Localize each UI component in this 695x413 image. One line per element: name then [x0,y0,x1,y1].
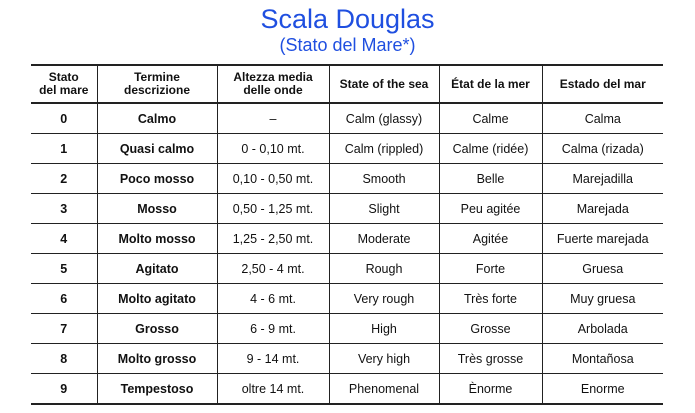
cell-estado-del-mar: Montañosa [542,344,663,374]
table-row [31,314,663,344]
cell-altezza: oltre 14 mt. [217,374,329,405]
cell-estado-del-mar: Fuerte marejada [542,224,663,254]
cell-termine: Quasi calmo [97,134,217,164]
cell-etat-de-la-mer: Agitée [439,224,542,254]
table-row [31,103,663,134]
cell-etat-de-la-mer: Peu agitée [439,194,542,224]
cell-stato: 0 [31,103,97,134]
cell-estado-del-mar: Gruesa [542,254,663,284]
header-line: delle onde [243,83,303,97]
cell-termine: Poco mosso [97,164,217,194]
cell-termine: Agitato [97,254,217,284]
cell-estado-del-mar: Calma (rizada) [542,134,663,164]
page-subtitle: (Stato del Mare*) [279,35,416,55]
cell-etat-de-la-mer: Forte [439,254,542,284]
cell-estado-del-mar: Marejada [542,194,663,224]
cell-state-of-the-sea: Smooth [329,164,439,194]
header-state-of-the-sea [329,65,439,103]
cell-termine: Molto mosso [97,224,217,254]
header-stato-del-mare [31,65,97,103]
cell-termine: Mosso [97,194,217,224]
table-row [31,254,663,284]
header-line: Estado del mar [559,76,646,91]
cell-state-of-the-sea: Very high [329,344,439,374]
cell-termine: Tempestoso [97,374,217,405]
cell-stato: 4 [31,224,97,254]
header-line: State of the sea [339,76,429,91]
cell-stato: 7 [31,314,97,344]
table-row [31,134,663,164]
cell-state-of-the-sea: Moderate [329,224,439,254]
cell-stato: 8 [31,344,97,374]
cell-altezza: 9 - 14 mt. [217,344,329,374]
cell-termine: Molto grosso [97,344,217,374]
cell-stato: 5 [31,254,97,284]
cell-termine: Grosso [97,314,217,344]
cell-etat-de-la-mer: Calme [439,103,542,134]
cell-stato: 6 [31,284,97,314]
cell-etat-de-la-mer: Très forte [439,284,542,314]
cell-altezza: 0 - 0,10 mt. [217,134,329,164]
table-row [31,164,663,194]
cell-stato: 1 [31,134,97,164]
cell-state-of-the-sea: Slight [329,194,439,224]
header-line: descrizione [123,83,191,97]
cell-estado-del-mar: Muy gruesa [542,284,663,314]
cell-state-of-the-sea: Rough [329,254,439,284]
cell-altezza: 4 - 6 mt. [217,284,329,314]
cell-termine: Calmo [97,103,217,134]
header-estado-del-mar [542,65,663,103]
cell-termine: Molto agitato [97,284,217,314]
cell-estado-del-mar: Marejadilla [542,164,663,194]
cell-state-of-the-sea: High [329,314,439,344]
header-line: Altezza media [233,70,313,84]
cell-etat-de-la-mer: Ènorme [439,374,542,405]
cell-altezza: 6 - 9 mt. [217,314,329,344]
cell-altezza: 0,50 - 1,25 mt. [217,194,329,224]
header-line: Termine [134,70,180,84]
header-etat-de-la-mer [439,65,542,103]
cell-state-of-the-sea: Calm (rippled) [329,134,439,164]
header-altezza-media [217,65,329,103]
table-row [31,344,663,374]
cell-state-of-the-sea: Calm (glassy) [329,103,439,134]
header-line: État de la mer [451,76,530,91]
cell-state-of-the-sea: Very rough [329,284,439,314]
cell-etat-de-la-mer: Très grosse [439,344,542,374]
cell-stato: 3 [31,194,97,224]
cell-altezza: 2,50 - 4 mt. [217,254,329,284]
header-line: del mare [39,83,89,97]
douglas-scale-table [31,64,663,405]
page-title: Scala Douglas [260,4,435,34]
cell-stato: 9 [31,374,97,405]
cell-altezza: 0,10 - 0,50 mt. [217,164,329,194]
cell-estado-del-mar: Enorme [542,374,663,405]
table-row [31,284,663,314]
cell-altezza: – [217,103,329,134]
table-row [31,224,663,254]
table-body [31,103,663,404]
cell-etat-de-la-mer: Grosse [439,314,542,344]
table-row [31,194,663,224]
cell-altezza: 1,25 - 2,50 mt. [217,224,329,254]
cell-estado-del-mar: Calma [542,103,663,134]
header-termine-descrizione [97,65,217,103]
table-row [31,374,663,405]
cell-stato: 2 [31,164,97,194]
cell-etat-de-la-mer: Calme (ridée) [439,134,542,164]
header-line: Stato [48,70,79,84]
cell-estado-del-mar: Arbolada [542,314,663,344]
cell-etat-de-la-mer: Belle [439,164,542,194]
table-header-row [31,65,663,103]
cell-state-of-the-sea: Phenomenal [329,374,439,405]
